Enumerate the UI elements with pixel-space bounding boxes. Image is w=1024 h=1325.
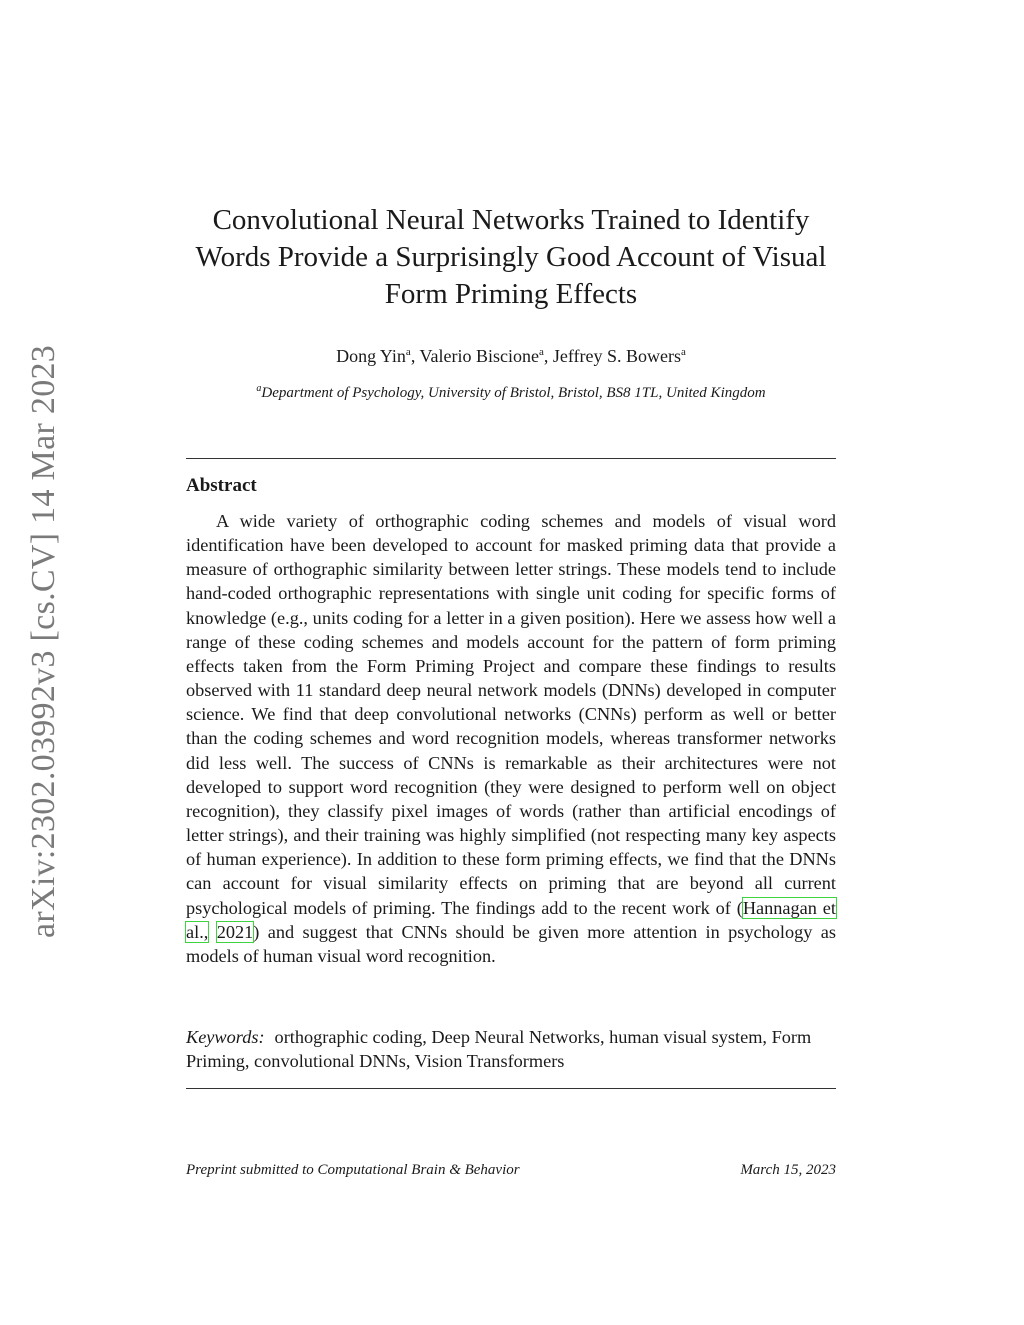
author-affil-marker: a <box>538 346 544 358</box>
author-name: Dong Yin <box>336 346 406 366</box>
citation-link-authors[interactable]: Hannagan et al., <box>186 897 836 942</box>
author-name: Valerio Biscione <box>419 346 539 366</box>
abstract-text-end: ) and suggest that CNNs should be given more attention in psychology as models of human visual word recognition. <box>186 921 836 966</box>
arxiv-identifier-stamp: arXiv:2302.03992v3 [cs.CV] 14 Mar 2023 <box>25 344 62 938</box>
title-line-1: Convolutional Neural Networks Trained to Identify <box>212 204 810 236</box>
affiliation-marker: a <box>256 383 262 394</box>
abstract-top-rule <box>186 458 836 459</box>
abstract-text: A wide variety of orthographic coding schemes and models of visual word identification have been developed to account for masked priming data that provide a measure of orthographic similarity between letter strings. These models tend to include hand-coded orthographic representations with single unit coding for specific forms of knowledge (e.g., units coding for a letter in a given position). Here we assess how well a range of these coding schemes and models account for the pattern of form priming effects taken from the Form Priming Project and compare these findings to results observed with 11 standard deep neural network models (DNNs) developed in computer science. We find that deep convolutional networks (CNNs) perform as well or better than the coding schemes and word recognition models, whereas transformer networks did less well. The success of CNNs is remarkable as their architectures were not developed to support word recognition (they were designed to perform well on object recognition), they classify pixel images of words (rather than artificial encodings of letter strings), and their training was highly simplified (not respecting many key aspects of human experience). In addition to these form priming effects, we find that the DNNs can account for visual similarity effects on priming that are beyond all current psychological models of priming. The findings add to the recent work of ( <box>186 511 836 918</box>
keywords <box>186 1025 836 1073</box>
author-affil-marker: a <box>681 346 686 358</box>
abstract-bottom-rule <box>186 1088 836 1089</box>
citation-link-year[interactable]: 2021 <box>216 921 254 942</box>
author-affil-marker: a <box>405 346 411 358</box>
affiliation <box>186 379 836 403</box>
abstract-heading: Abstract <box>186 475 257 496</box>
author-list: Dong Yin$^a$, Valerio Biscione$^a$, Jeffrey S. Bowers$^a$ <box>336 346 686 366</box>
keywords-label: Keywords: <box>186 1027 265 1047</box>
author-name: Jeffrey S. Bowers <box>552 346 682 366</box>
preprint-footer: Preprint submitted to Computational Brain & Behavior <box>186 1162 520 1178</box>
abstract-body <box>186 509 836 968</box>
affiliation-text: Department of Psychology, University of Bristol, Bristol, BS8 1TL, United Kingdom <box>261 385 766 401</box>
footer-date: March 15, 2023 <box>740 1162 836 1178</box>
keywords-text: orthographic coding, Deep Neural Networks, human visual system, Form Priming, convolutional DNNs, Vision Transformers <box>186 1027 812 1071</box>
paper-title <box>186 202 836 313</box>
title-line-3: Form Priming Effects <box>384 278 638 310</box>
title-line-2: Words Provide a Surprisingly Good Account of Visual <box>195 241 827 273</box>
